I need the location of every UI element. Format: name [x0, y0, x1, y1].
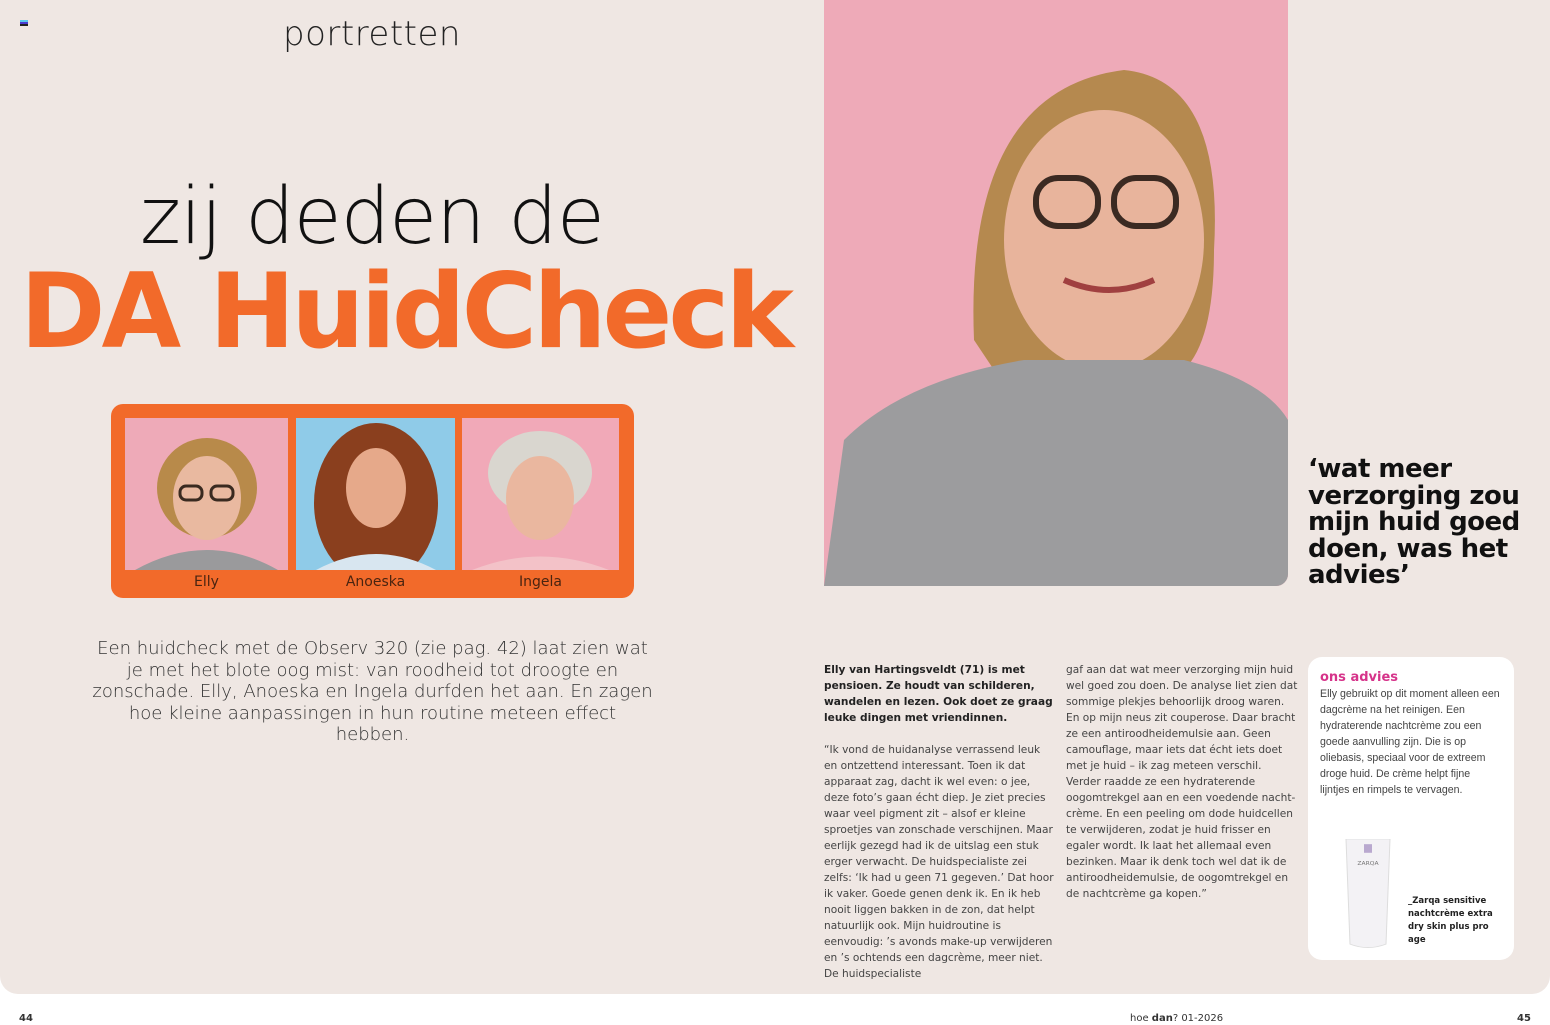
intro-text: Een huidcheck met de Observ 320 (zie pag. 42) laat zien wat je met het blote oog mist: van roodheid tot droogte en zonschade. Elly, Anoeska en Ingela durfden het aan. En zagen hoe kleine aanpassingen in hun routine meteen effect hebben. [92, 638, 653, 745]
portrait-strip [111, 404, 634, 598]
headline-line1: zij deden de [140, 172, 604, 262]
product-caption: _Zarqa sensitive nachtcrème extra dry skin plus pro age [1408, 896, 1493, 945]
advice-text: Elly gebruikt op dit moment alleen een dagcrème na het reinigen. Een hydraterende nachtcrème zou een goede aanvulling zijn. Die is op oliebasis, speciaal voor de extreem droge huid. De crème helpt fijne lijntjes en rimpels te vervagen. [1320, 688, 1500, 796]
portrait-elly [125, 418, 288, 570]
portrait-label: Anoeska [345, 574, 406, 590]
color-bar-icon [20, 20, 28, 26]
portrait-label: Elly [194, 574, 219, 590]
product-image [1344, 839, 1392, 951]
article-body: “Ik vond de huidanalyse verrassend leuk en ontzettend interessant. Toen ik dat apparaat zag, dacht ik wel even: o jee, deze foto’s gaan écht diep. Je ziet precies waar veel pigment zit – alsof er kleine sproetjes van zonschade verschijnen. Maar eerlijk gezegd had ik de uitslag een stuk erger verwacht. De huidspecialiste zei zelfs: ‘Ik had u geen 71 gegeven.’ Dat hoor ik vaker. Goede genen denk ik. En ik heb nooit liggen bakken in de zon, dat helpt natuurlijk ook. Mijn huidroutine is eenvoudig: ’s avonds make-up verwijderen en ’s ochtends een dagcrème, meer niet. De huidspecialiste [824, 744, 1054, 980]
advice-box [1308, 657, 1514, 960]
headline-line2: DA HuidCheck [20, 252, 790, 372]
product-brand: ZARQA [1357, 861, 1379, 867]
pull-quote: ‘wat meer verzorging zou mijn huid goed doen, was het advies’ [1308, 454, 1520, 590]
portrait-ingela [462, 418, 619, 570]
magazine-issue [1130, 1013, 1223, 1024]
section-kicker: portretten [283, 14, 461, 54]
advice-title: ons advies [1320, 670, 1399, 685]
issue-pre: hoe [1130, 1013, 1152, 1024]
hero-photo-elly [824, 0, 1288, 586]
article-column-1 [824, 662, 1056, 982]
article-lead: Elly van Hartingsveldt (71) is met pensioen. Ze houdt van schilderen, wandelen en lezen. Ook doet ze graag leuke dingen met vriendinnen. [824, 664, 1053, 724]
issue-brand: dan [1151, 1013, 1173, 1024]
page-number-left: 44 [19, 1013, 33, 1024]
page-number-right: 45 [1517, 1013, 1531, 1024]
article-column-2: gaf aan dat wat meer verzorging mijn huid wel goed zou doen. De analyse liet zien dat sommige plekjes behoorlijk droog waren. En op mijn neus zit couperose. Daar bracht ze een antiroodheidemulsie aan. Geen camouflage, maar iets dat écht iets doet met je huid – ik zag meteen verschil. Verder raadde ze een hydraterende oogomtrekgel aan en een voedende nacht-crème. En een peeling om dode huidcellen te verwijderen, zodat je huid frisser en egaler wordt. Ik laat het allemaal even bezinken. Maar ik denk toch wel dat ik de antiroodheidemulsie, de oogomtrekgel en de nachtcrème ga kopen.” [1066, 664, 1298, 900]
portrait-label: Ingela [519, 574, 562, 590]
issue-date: ? 01-2026 [1172, 1013, 1224, 1024]
portrait-anoeska [296, 418, 455, 570]
